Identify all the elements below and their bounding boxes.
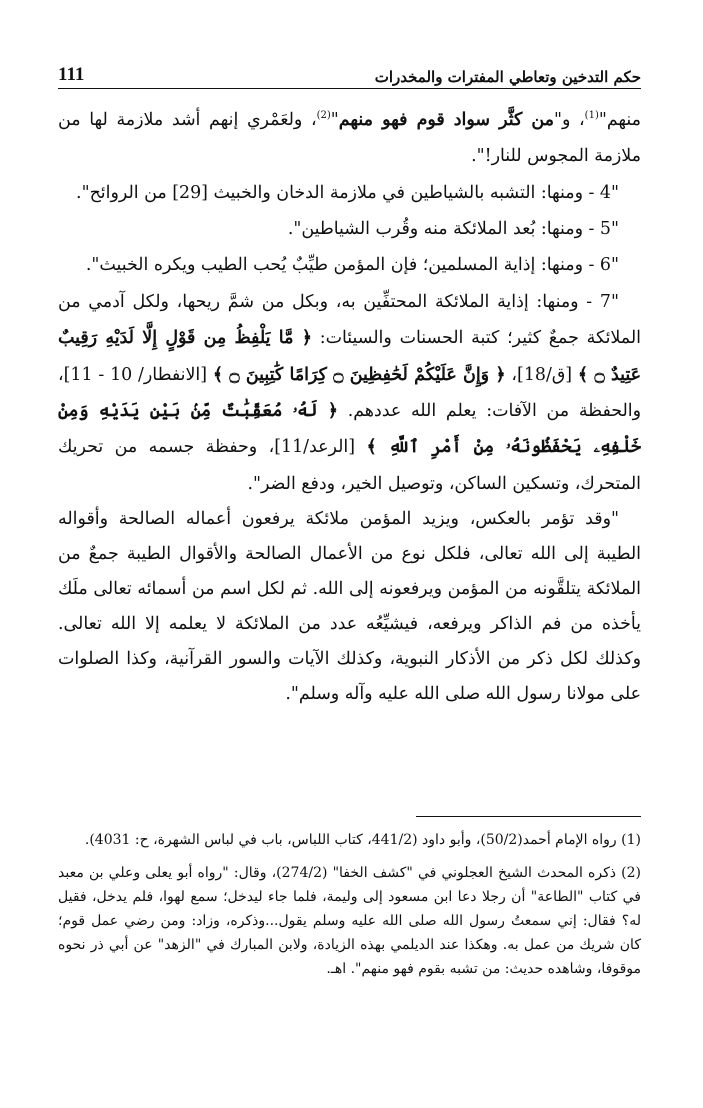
footnote-2: (2) ذكره المحدث الشيخ العجلوني في "كشف الخفا" (274/2)، وقال: "رواه أبو يعلى وعلي بن معبد في كتاب "الطاعة" أن رجلا دعا ابن مسعود إلى وليمة، فلما جاء ليدخل؛ سمع لهوا، فلم يدخل، فقيل له؟ فقال: إني سمعتُ رسول الله صلى الله عليه وسلم يقول...وذكره، وزاد: ومن رضي عمل قوم؛ كان شريك من عمل به. وهكذا عند الديلمي بهذه الزيادة، ولابن المبارك في "الزهد" عن أبي ذر نحوه موقوفا، وشاهده حديث: من تشبه بقوم فهو منهم". اهـ.: [58, 865, 642, 977]
paragraph-1: [58, 98, 641, 175]
footnote-ref-1: (1): [584, 110, 599, 121]
p5-text-b: [ق/18]،: [505, 364, 578, 385]
p1-text-d: ، ولعَمْري إنهم أشد ملازمة لها من ملازمة المجوس للنار!".: [58, 109, 641, 167]
page-header: [58, 58, 641, 89]
footnote-ref-2: (2): [316, 110, 331, 121]
quran-verse-3: ﴿ لَهُۥ مُعَقِّبَٰتٌ مِّنۢ بَيْنِ يَدَيْهِ وَمِنْ خَلْفِهِۦ يَحْفَظُونَهُۥ مِنْ أَمْرِ ٱللَّهِ ﴾: [58, 401, 642, 458]
hadith-quote: من كثَّر سواد قوم فهو منهم: [338, 109, 554, 130]
running-title: حكم التدخين وتعاطي المفترات والمخدرات: [374, 68, 641, 86]
footnote-1: (1) رواه الإمام أحمد(50/2)، وأبو داود (441/2، كتاب اللباس، باب في لباس الشهرة، ح: 4031).: [84, 832, 641, 848]
paragraph-3: "5 - ومنها: بُعد الملائكة منه وقُرب الشياطين".: [287, 219, 619, 240]
p5-text-c: [الانفطار/ 10 - 11]، والحفظة من الآفات: يعلم الله عددهم.: [58, 364, 641, 422]
p5-text-a: "7 - ومنها: إذاية الملائكة المحتفِّين به، وبكل من شمَّ ريحها، ولكل آدمي من الملائكة جمعٌ كثير؛ كتبة الحسنات والسيئات:: [58, 291, 641, 349]
paragraph-4: "6 - ومنها: إذاية المسلمين؛ فإن المؤمن طيِّبٌ يُحب الطيب ويكره الخبيث".: [85, 255, 619, 276]
p1-text-a: منهم": [598, 109, 641, 130]
page-number: 111: [58, 64, 85, 85]
quran-verse-1: ﴿ مَّا يَلْفِظُ مِن قَوْلٍ إِلَّا لَدَيْهِ رَقِيبٌ عَتِيدٌ ۝ ﴾: [58, 328, 641, 385]
footnote-divider: [416, 816, 641, 817]
paragraph-2: "4 - ومنها: التشبه بالشياطين في ملازمة الدخان والخبيث [29] من الروائح".: [76, 182, 619, 203]
quran-verse-2: ﴿ وَإِنَّ عَلَيْكُمْ لَحَٰفِظِينَ ۝ كِرَامًا كَٰتِبِينَ ۝ ﴾: [212, 364, 506, 385]
main-text: [58, 98, 641, 712]
p5-text-d: [الرعد/11]، وحفظة جسمه من تحريك المتحرك، وتسكين الساكن، وتوصيل الخير، ودفع الضر".: [58, 437, 641, 494]
p1-text-b: ، و": [553, 109, 585, 130]
p1-text-c: ": [330, 109, 339, 130]
paragraph-6: "وقد تؤمر بالعكس، ويزيد المؤمن ملائكة يرفعون أعماله الصالحة وأقواله الطيبة إلى الله تعالى، فلكل نوع من الأعمال الصالحة والأقوال الطيبة جمعٌ من الملائكة يتلقَّونه من المؤمن ويرفعونه إلى الله. ثم لكل اسم من أسمائه تعالى ملَك يأخذه من فم الذاكر ويرفعه، فيشيِّعُه عدد من الملائكة لا يعلمه إلا الله تعالى. وكذلك لكل ذكر من الأذكار النبوية، وكذلك الآيات والسور القرآنية، وكذا الصلوات على مولانا رسول الله صلى الله عليه وآله وسلم".: [58, 509, 641, 705]
paragraph-5: [58, 284, 641, 502]
footnotes: [58, 828, 641, 990]
